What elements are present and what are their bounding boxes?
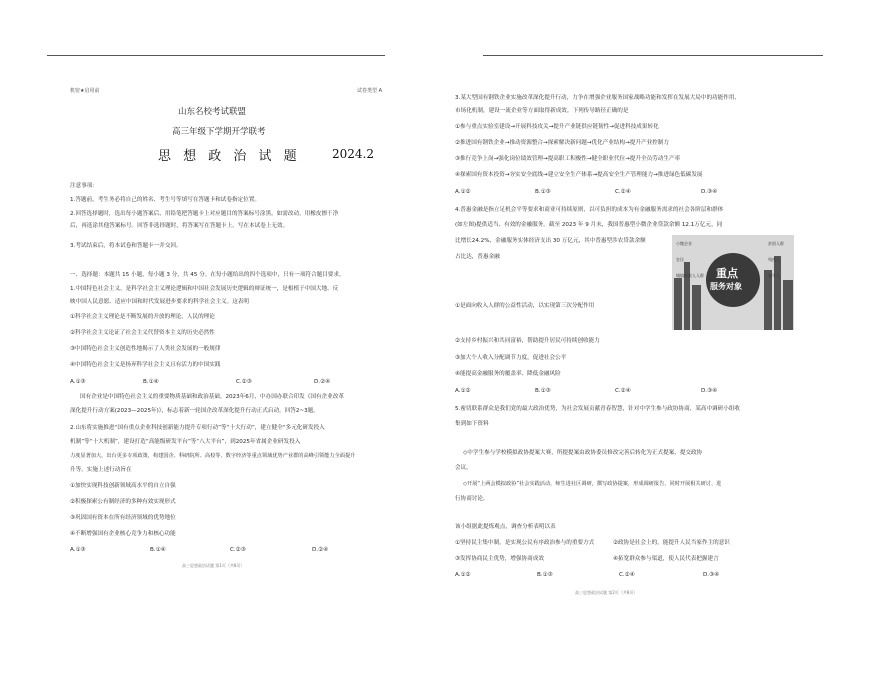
footer-right: 高三思想政治试题 第2页（共8页） (575, 590, 638, 595)
q1-option: ④中国特色社会主义是扬弃科学社会主义且有活力的中国实践 (70, 362, 221, 368)
q5-stem: 集到如下资料 (455, 421, 489, 427)
q4-stem: 比增长24.2%，金融服务实体经济支出 30 万亿元，其中普惠型涉农贷款余额 (455, 238, 646, 244)
building-silhouette (783, 280, 793, 330)
exam-year: 2024.2 (332, 147, 374, 161)
q4-option: ②支持乡村振兴和共同富裕，帮助提升居民可持续创收能力 (455, 338, 600, 344)
q3-option: ④探索国有资本投资→夯实安全底线→建立安全生产体系→提高安全生产管理能力→推进绿色低碳发展 (455, 172, 703, 178)
poster-label: 残疾人 (768, 257, 780, 262)
choice-c[interactable]: C.②③ (236, 379, 252, 385)
org-name: 山东名校考试联盟 (178, 107, 247, 117)
choice-d[interactable]: D.②④ (312, 547, 329, 553)
q3-option: ①参与重点实验室建设→开展科技攻关→提升产业链供应链韧性→促进科技成果转化 (455, 124, 659, 130)
choice-a[interactable]: A.①③ (70, 379, 86, 385)
q3-stem: 3.某大型国有钢铁企业实施改革深化提升行动，力争在增强企业服务国家战略功能和发挥在发展大局中的功能作用、 (455, 95, 741, 101)
q2-3-stem: 国有企业是中国特色社会主义的重要物质基础和政治基础。2023年6月，中办国办联合印发《国有企业改革 (80, 394, 344, 400)
secret-label: 机密★启用前 (70, 88, 100, 94)
choice-c[interactable]: C.②④ (615, 388, 631, 394)
service-target-poster (672, 235, 794, 330)
poster-label: 小微企业 (676, 241, 692, 246)
building-silhouette (774, 256, 781, 330)
q2-stem: 机制”等“十大机制”，建设打造“高能级研发平台”等“八大平台”，到2025年省属企业研发投入 (70, 439, 301, 445)
q4-stem: 4.普惠金融是指立足机会平等要求和商业可持续原则，以可负担的成本为有金融服务需求的社会各阶层和群体 (455, 207, 724, 213)
q5-material: 会议。 (455, 465, 472, 471)
q2-option: ③巩固国有资本在所有经济领域的优势地位 (70, 515, 176, 521)
q4-option: ③加大个人收入分配调节力度，促进社会公平 (455, 355, 567, 361)
choice-b[interactable]: B.①③ (535, 189, 551, 195)
choice-d[interactable]: D.②④ (314, 379, 331, 385)
q5-option: ①坚持民主集中制，是实现公民有序政治参与的重要方式 (455, 540, 595, 546)
page-title: 思 想 政 治 试 题 (158, 149, 301, 164)
choice-b[interactable]: B.①④ (143, 379, 159, 385)
q1-option: ③中国特色社会主义创造性地揭示了人类社会发展的一般规律 (70, 346, 221, 352)
q4-stem: 占比达，普惠金融 (455, 254, 500, 260)
q5-material: 行协商讨论。 (455, 496, 489, 502)
choice-b[interactable]: B.①③ (535, 388, 551, 394)
poster-label: 贫困人群 (768, 241, 784, 246)
q2-option: ②积极探索公有制经济的多种有效实现形式 (70, 499, 176, 505)
notice-item: 3.考试结束后，将本试卷和答题卡一并交回。 (70, 243, 182, 249)
notice-heading: 注意事项： (70, 183, 98, 189)
notice-item: 后，再选涂其他答案标号。回答非选择题时，将答案写在答题卡上。写在本试卷上无效。 (70, 223, 289, 229)
poster-label: 农民 (676, 257, 684, 262)
choice-a[interactable]: A.①② (455, 388, 471, 394)
choice-b[interactable]: B.①④ (150, 547, 166, 553)
choice-b[interactable]: B.①③ (537, 572, 553, 578)
q4-option: ①是面向收入人群的公益性活动，以实现第三次分配作用 (455, 303, 595, 309)
q5-option: ②政协是社会上的，能提升人民当家作主的意识 (613, 540, 730, 546)
exam-type: 试卷类型 A (357, 88, 383, 94)
top-rule-right (483, 55, 823, 56)
choice-d[interactable]: D.③④ (701, 388, 718, 394)
q2-option: ④不断增强国有企业核心竞争力和核心功能 (70, 531, 176, 537)
q2-stem: 2.山东将实施推进“国有重点企业科技创新能力提升专项行动”等“十大行动”，建立健全“多元化研发投入 (70, 425, 325, 431)
grade-label: 高三年级下学期开学联考 (172, 127, 266, 137)
choice-c[interactable]: C.②④ (615, 189, 631, 195)
q5-material: ◇中学生参与学校模拟政协提案大赛，所提提案由政协委员修改完善后转化为正式提案，提交政协 (463, 450, 703, 456)
q3-option: ③推行竞争上岗→强化岗位绩效管理→提高职工积极性→健全职业代位→提升全员劳动生产率 (455, 156, 681, 162)
section-intro: 一、选择题：本题共 15 小题，每小题 3 分，共 45 分。在每小题给出的四个选项中，只有一项符合题目要求。 (70, 272, 345, 278)
choice-c[interactable]: C.②③ (230, 547, 246, 553)
q3-option: ②推进国有钢铁企业→推动资源整合→探索解决新问题→优化产业结构→提升产业控制力 (455, 140, 669, 146)
choice-d[interactable]: D.③④ (701, 189, 718, 195)
notice-item: 2.回答选择题时，选出每小题答案后，用铅笔把答题卡上对应题目的答案标号涂黑。如需改动，用橡皮擦干净 (70, 211, 339, 217)
poster-label: 老年人 (768, 273, 780, 278)
q5-stem: 5.密切联系群众是我们党的最大政治优势，为社会发展贡献青春智慧，针对中学生参与政协协商，某高中调研小组收 (455, 406, 741, 412)
q2-stem: 力度显著加大，出台更多专项政策，构建国企、科研院所、高校等、数字经济等重点领域优势产业群的高峰引领能力全面提升 (70, 453, 356, 459)
footer-left: 高三思想政治试题 第1页（共8页） (182, 563, 245, 568)
q1-stem: 映中国人民意愿、适应中国和时代发展进步要求的科学社会主义。这表明 (70, 299, 250, 305)
q2-3-stem: 深化提升行动方案(2023—2025年)》，标志着新一轮国企改革深化提升行动正式启动。回答2~3题。 (70, 408, 319, 414)
q2-option: ①加快实现科技创新领域高水平的自立自强 (70, 483, 176, 489)
q4-stem: (如左图)提供适当、有效的金融服务。截至 2023 年 9 月末，我国普惠型小微企业贷款余额 12.1万亿元，同 (455, 222, 723, 228)
building-silhouette (764, 270, 772, 330)
q1-stem: 1.中国特色社会主义，是科学社会主义理论逻辑和中国社会发展历史逻辑的辩证统一，是根植于中国大地、反 (70, 286, 339, 292)
choice-a[interactable]: A.①③ (70, 547, 86, 553)
q5-option: ④拓宽群众参与渠道，使人民代表把握建言 (613, 556, 719, 562)
building-silhouette (692, 285, 701, 330)
q5-material: ◇开展“上两会模拟政协”社会实践活动，师生进社区调研，撰写政协提案，形成调研报告，同时开展相关研讨、进 (463, 481, 722, 487)
choice-a[interactable]: A.①② (455, 572, 471, 578)
q2-stem: 升等。实施上述行动旨在 (70, 467, 132, 473)
poster-label: 城镇低收入人群 (676, 273, 704, 278)
q1-option: ①科学社会主义理论是不断发展的开放的理论，人民的理论 (70, 314, 215, 320)
q3-stem: 市场化机制，建设一流企业等方面取得新成效。下列传导路径正确的是 (455, 108, 629, 114)
poster-subtitle: 服务对象 (710, 282, 742, 291)
choice-a[interactable]: A.①② (455, 189, 471, 195)
choice-c[interactable]: C.②④ (619, 572, 635, 578)
poster-title: 重点 (716, 267, 738, 280)
notice-item: 1.答题前，考生务必将自己的姓名、考生号等填写在答题卡和试卷指定位置。 (70, 197, 260, 203)
q1-option: ②科学社会主义论证了社会主义代替资本主义的历史必然性 (70, 330, 215, 336)
q4-option: ④能提高金融服务的覆盖率、降低金融风险 (455, 371, 561, 377)
building-silhouette (674, 278, 682, 330)
q5-option: ③发挥协商民主优势，增强协商成效 (455, 556, 544, 562)
top-rule-left (47, 55, 385, 56)
choice-d[interactable]: D.③④ (703, 572, 720, 578)
q5-question: 该小组据此提炼观点，调查分析表明以表 (455, 524, 556, 530)
